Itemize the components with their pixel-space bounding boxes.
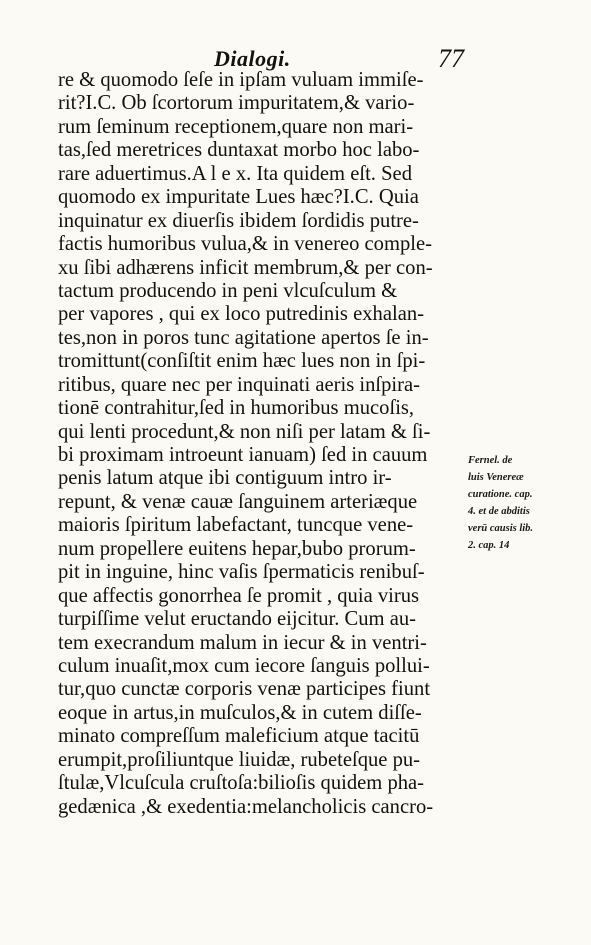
text-line: factis humoribus vulua,& in venereo comple-: [58, 233, 433, 256]
margin-note-line: luis Venereæ: [468, 472, 524, 483]
text-line: ſtulæ,Vlcuſcula cruſtoſa:bilioſis quidem pha-: [58, 772, 425, 795]
text-line: repunt, & venæ cauæ ſanguinem arteriæque: [58, 490, 418, 513]
text-line: culum inuaſit,mox cum iecore ſanguis pollui-: [58, 654, 430, 677]
running-title: Dialogi.: [214, 46, 291, 71]
text-line: tionē contrahitur,ſed in humoribus mucoſis,: [58, 397, 415, 420]
margin-note-line: verū causis lib.: [468, 523, 534, 534]
text-line: turpiſſime velut eructando eijcitur. Cum au-: [58, 608, 417, 631]
margin-note-line: 4. et de abditis: [468, 506, 530, 517]
text-line: maioris ſpiritum labefactant, tuncque vene-: [58, 514, 414, 537]
text-line: rum ſeminum receptionem,quare non mari-: [58, 115, 414, 138]
text-line: tes,non in poros tunc agitatione apertos ſe in-: [58, 326, 429, 349]
text-line: num propellere euitens hepar,bubo prorum-: [58, 537, 416, 560]
text-line: xu ſibi adhærens inficit membrum,& per con-: [58, 256, 433, 279]
text-line: rare aduertimus.A l e x. Ita quidem eſt. Sed: [58, 162, 412, 185]
text-line: ritibus, quare nec per inquinati aeris inſpira-: [58, 373, 420, 396]
text-line: re & quomodo ſeſe in ipſam vuluam immiſe-: [58, 69, 424, 91]
body-text: [58, 69, 468, 819]
text-line: gedænica ,& exedentia:melancholicis cancro-: [58, 795, 434, 818]
text-line: inquinatur ex diuerſis ibidem ſordidis putre-: [58, 209, 419, 232]
text-line: per vapores , qui ex loco putredinis exhalan-: [58, 303, 424, 326]
margin-note-line: Fernel. de: [468, 455, 513, 466]
text-line: eoque in artus,in muſculos,& in cutem diſſe-: [58, 701, 422, 724]
text-line: que affectis gonorrhea ſe promit , quia virus: [58, 584, 420, 607]
text-line: tactum producendo in peni vlcuſculum &: [58, 279, 398, 302]
text-line: tas,ſed meretrices duntaxat morbo hoc labo-: [58, 139, 420, 162]
text-line: qui lenti procedunt,& non niſi per latam & ſi-: [58, 420, 431, 443]
text-line: minato compreſſum maleficium atque tacitū: [58, 725, 420, 748]
text-line: bi proximam introeunt ianuam) ſed in cauum: [58, 444, 428, 466]
text-line: penis latum atque ibi contiguum intro ir-: [58, 467, 392, 490]
marginal-annotation: [468, 452, 580, 554]
text-line: tem execrandum malum in iecur & in ventri-: [58, 631, 427, 654]
margin-note-line: 2. cap. 14: [468, 540, 510, 551]
text-line: rit?I.C. Ob ſcortorum impuritatem,& vario-: [58, 92, 415, 115]
text-line: pit in inguine, hinc vaſis ſpermaticis renibuſ-: [58, 561, 425, 584]
text-line: quomodo ex impuritate Lues hæc?I.C. Quia: [58, 186, 419, 209]
text-line: tromittunt(conſiſtit enim hæc lues non in ſpi-: [58, 350, 426, 373]
page-number: 77: [438, 44, 464, 73]
text-line: erumpit,proſiliuntque liuidæ, rubeteſque pu-: [58, 748, 421, 771]
margin-note-line: curatione. cap.: [468, 489, 533, 500]
text-line: tur,quo cunctæ corporis venæ participes fiunt: [58, 678, 431, 701]
